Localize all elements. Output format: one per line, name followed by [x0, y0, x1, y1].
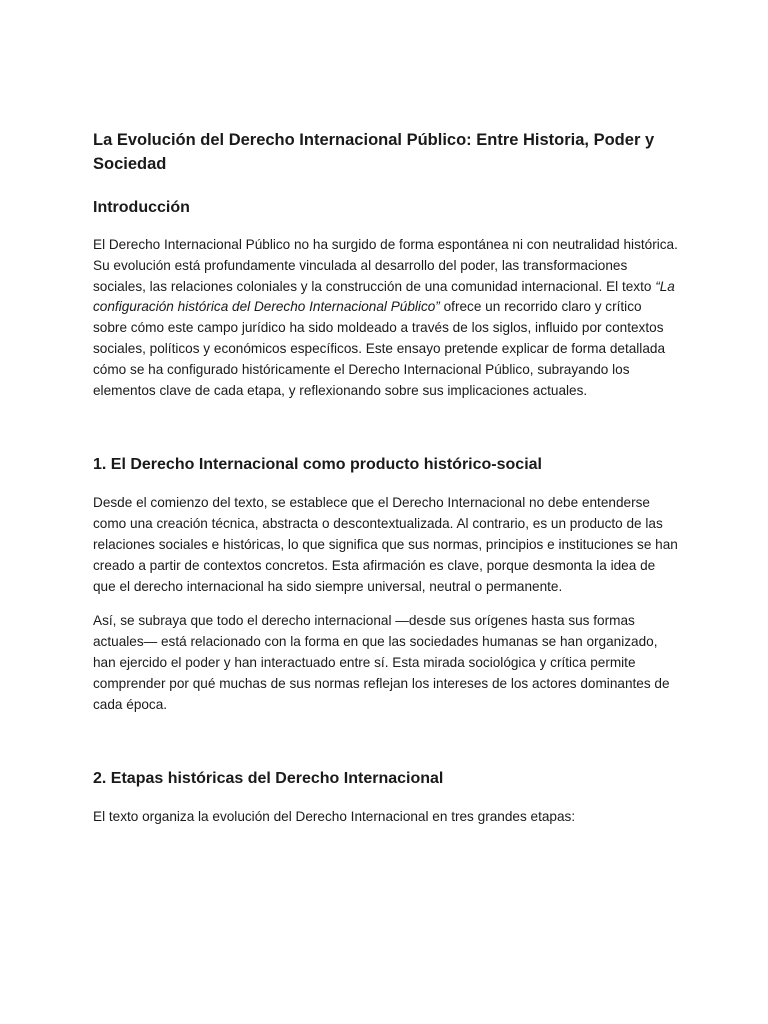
section1-paragraph-1: Desde el comienzo del texto, se establece que el Derecho Internacional no debe entenderse como una creación técnica, abstracta o descontextualizada. Al contrario, es un producto de las relaciones sociales e históricas, lo que significa que sus normas, principios e instituciones se han creado a partir de contextos concretos. Esta afirmación es clave, porque desmonta la idea de que el derecho internacional ha sido siempre universal, neutral o permanente. [93, 495, 678, 594]
section1-paragraph-2: Así, se subraya que todo el derecho internacional —desde sus orígenes hasta sus formas actuales— está relacionado con la forma en que las sociedades humanas se han organizado, han ejercido el poder y han interactuado entre sí. Esta mirada sociológica y crítica permite comprender por qué muchas de sus normas reflejan los intereses de los actores dominantes de cada época. [93, 613, 670, 712]
document-title: La Evolución del Derecho Internacional Público: Entre Historia, Poder y Sociedad [93, 131, 655, 173]
intro-heading: Introducción [93, 199, 190, 216]
intro-quoted-title: “La configuración histórica del Derecho Internacional Público” [93, 278, 675, 315]
intro-paragraph-text-1: El Derecho Internacional Público no ha surgido de forma espontánea ni con neutralidad histórica. Su evolución está profundamente vinculada al desarrollo del poder, las transformaciones sociales, las relaciones coloniales y la construcción de una comunidad internacional. El texto [93, 237, 678, 294]
document-page [93, 128, 678, 828]
intro-paragraph [93, 235, 678, 401]
section2-heading: 2. Etapas históricas del Derecho Internacional [93, 770, 444, 788]
intro-paragraph-text-2: ofrece un recorrido claro y crítico sobre cómo este campo jurídico ha sido moldeado a través de los siglos, influido por contextos sociales, políticos y económicos específicos. Este ensayo pretende explicar de forma detallada cómo se ha configurado históricamente el Derecho Internacional Público, subrayando los elementos clave de cada etapa, y reflexionando sobre sus implicaciones actuales. [93, 299, 665, 398]
section2-paragraph-1: El texto organiza la evolución del Derecho Internacional en tres grandes etapas: [93, 809, 576, 825]
section1-heading: 1. El Derecho Internacional como producto histórico-social [93, 456, 542, 474]
